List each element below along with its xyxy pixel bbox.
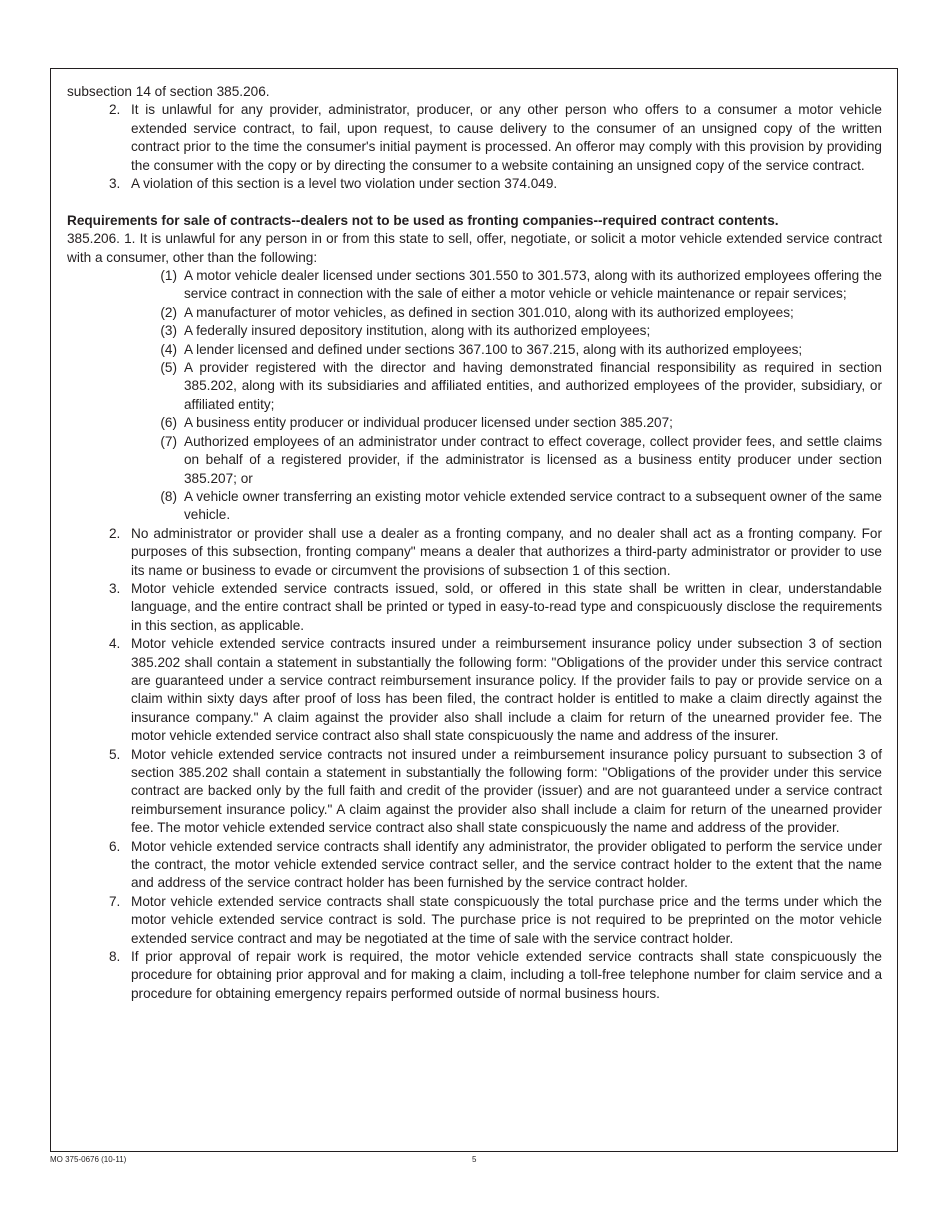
item-number: 6. — [109, 838, 121, 854]
item-text: Motor vehicle extended service contracts shall state conspicuously the total purchase price and the terms under which the motor vehicle extended service contract is sold. The purchase price is not required to be preprinted on the motor vehicle extended service contract and may be negotiated at the time of sale with the service contract holder. — [131, 893, 882, 946]
sub-item — [67, 433, 882, 488]
sub-item-number: (5) — [160, 360, 177, 376]
sub-item — [67, 341, 882, 359]
sub-item — [67, 304, 882, 322]
sub-item-number: (7) — [160, 433, 177, 449]
first-section-list — [67, 101, 882, 193]
intro-line: subsection 14 of section 385.206. — [67, 84, 270, 99]
item-number: 2. — [109, 525, 121, 541]
sub-item-text: A business entity producer or individual producer licensed under section 385.207; — [184, 415, 673, 431]
item-number: 7. — [109, 893, 121, 909]
list-item — [67, 948, 882, 1003]
sub-item — [67, 267, 882, 304]
item-text: Motor vehicle extended service contracts issued, sold, or offered in this state shall be written in clear, understandable language, and the entire contract shall be printed or typed in easy-to-read type and conspicuously disclose the requirements in this section, as applicable. — [131, 580, 882, 633]
document-body — [67, 83, 882, 1003]
sub-item-number: (1) — [160, 268, 177, 284]
item-number: 3. — [109, 176, 121, 192]
item-text: It is unlawful for any provider, administrator, producer, or any other person who offers to a consumer a motor vehicle extended service contract, to fail, upon request, to cause delivery to the consumer of an unsigned copy of the written contract prior to the time the consumer's initial payment is processed. An offeror may comply with this provision by providing the consumer with the copy or by directing the consumer to a website containing an unsigned copy of the service contract. — [131, 102, 882, 173]
sub-item-text: A federally insured depository institution, along with its authorized employees; — [184, 323, 651, 339]
sub-item — [67, 414, 882, 432]
list-item — [67, 175, 882, 193]
list-item — [67, 101, 882, 175]
sub-item-number: (3) — [160, 323, 177, 339]
sub-item-text: A vehicle owner transferring an existing motor vehicle extended service contract to a subsequent owner of the same vehicle. — [184, 488, 882, 523]
sub-item-text: A provider registered with the director and having demonstrated financial responsibility as required in section 385.202, along with its subsidiaries and affiliated entities, and authorized employees of the provider, subsidiary, or affiliated entity; — [184, 360, 882, 412]
item-number: 4. — [109, 636, 121, 652]
item-number: 2. — [109, 102, 121, 118]
sub-item-list — [67, 267, 882, 525]
item-number: 8. — [109, 949, 121, 965]
sub-item — [67, 359, 882, 414]
sub-item-number: (8) — [160, 488, 177, 504]
page-number: 5 — [472, 1155, 477, 1164]
list-item — [67, 525, 882, 580]
item-number: 5. — [109, 746, 121, 762]
item-text: Motor vehicle extended service contracts not insured under a reimbursement insurance policy pursuant to subsection 3 of section 385.202 shall contain a statement in substantially the following form: "Obligations of the provider under this service contract are backed only by the full faith and credit of the provider (issuer) and are not guaranteed under a service contract reimbursement insurance policy." A claim against the provider also shall include a claim for return of the unearned provider fee. The motor vehicle extended service contract also shall state conspicuously the name and address of the provider. — [131, 746, 882, 836]
list-item — [67, 635, 882, 745]
form-number: MO 375-0676 (10-11) — [50, 1155, 127, 1164]
sub-item-number: (6) — [160, 415, 177, 431]
sub-item — [67, 488, 882, 525]
item-text: Motor vehicle extended service contracts shall identify any administrator, the provider obligated to perform the service under the contract, the motor vehicle extended service contract seller, and the service contract holder to the extent that the name and address of the service contract holder has been furnished by the service contract holder. — [131, 838, 882, 891]
item-text: Motor vehicle extended service contracts insured under a reimbursement insurance policy under subsection 3 of section 385.202 shall contain a statement in substantially the following form: "Obligations of the provider under this service contract are guaranteed under a service contract reimbursement insurance policy. If the provider fails to pay or provide service on a claim within sixty days after proof of loss has been filed, the contract holder is entitled to make a claim directly against the insurance company." A claim against the provider also shall include a claim for return of the unearned provider fee. The motor vehicle extended service contract also shall state conspicuously the name and address of the insurer. — [131, 636, 882, 744]
list-item — [67, 580, 882, 635]
list-item — [67, 893, 882, 948]
item-text: A violation of this section is a level two violation under section 374.049. — [131, 176, 558, 192]
second-section-list — [67, 525, 882, 1004]
sub-item-text: A motor vehicle dealer licensed under sections 301.550 to 301.573, along with its authorized employees offering the service contract in connection with the sale of either a motor vehicle or vehicle maintenance or repair services; — [184, 268, 882, 302]
section-lead: 385.206. 1. It is unlawful for any person in or from this state to sell, offer, negotiate, or solicit a motor vehicle extended service contract with a consumer, other than the following: — [67, 231, 882, 265]
sub-item-number: (4) — [160, 341, 177, 357]
sub-item-text: A lender licensed and defined under sections 367.100 to 367.215, along with its authorized employees; — [184, 341, 803, 357]
sub-item-text: A manufacturer of motor vehicles, as defined in section 301.010, along with its authorized employees; — [184, 304, 794, 320]
item-number: 3. — [109, 580, 121, 596]
item-text: No administrator or provider shall use a dealer as a fronting company, and no dealer shall act as a fronting company. For purposes of this subsection, fronting company" means a dealer that authorizes a third-party administrator or provider to use its name or business to evade or circumvent the provisions of subsection 1 of this section. — [131, 525, 882, 578]
item-text: If prior approval of repair work is required, the motor vehicle extended service contracts shall state conspicuously the procedure for obtaining prior approval and for making a claim, including a toll-free telephone number for claim service and a procedure for obtaining emergency repairs performed outside of normal business hours. — [131, 949, 882, 1001]
sub-item — [67, 322, 882, 340]
section-heading: Requirements for sale of contracts--dealers not to be used as fronting companies--required contract contents. — [67, 212, 779, 228]
list-item — [67, 746, 882, 838]
sub-item-text: Authorized employees of an administrator under contract to effect coverage, collect provider fees, and settle claims on behalf of a registered provider, if the administrator is licensed as a business entity producer under section 385.207; or — [184, 433, 882, 486]
list-item — [67, 838, 882, 893]
sub-item-number: (2) — [160, 304, 177, 320]
